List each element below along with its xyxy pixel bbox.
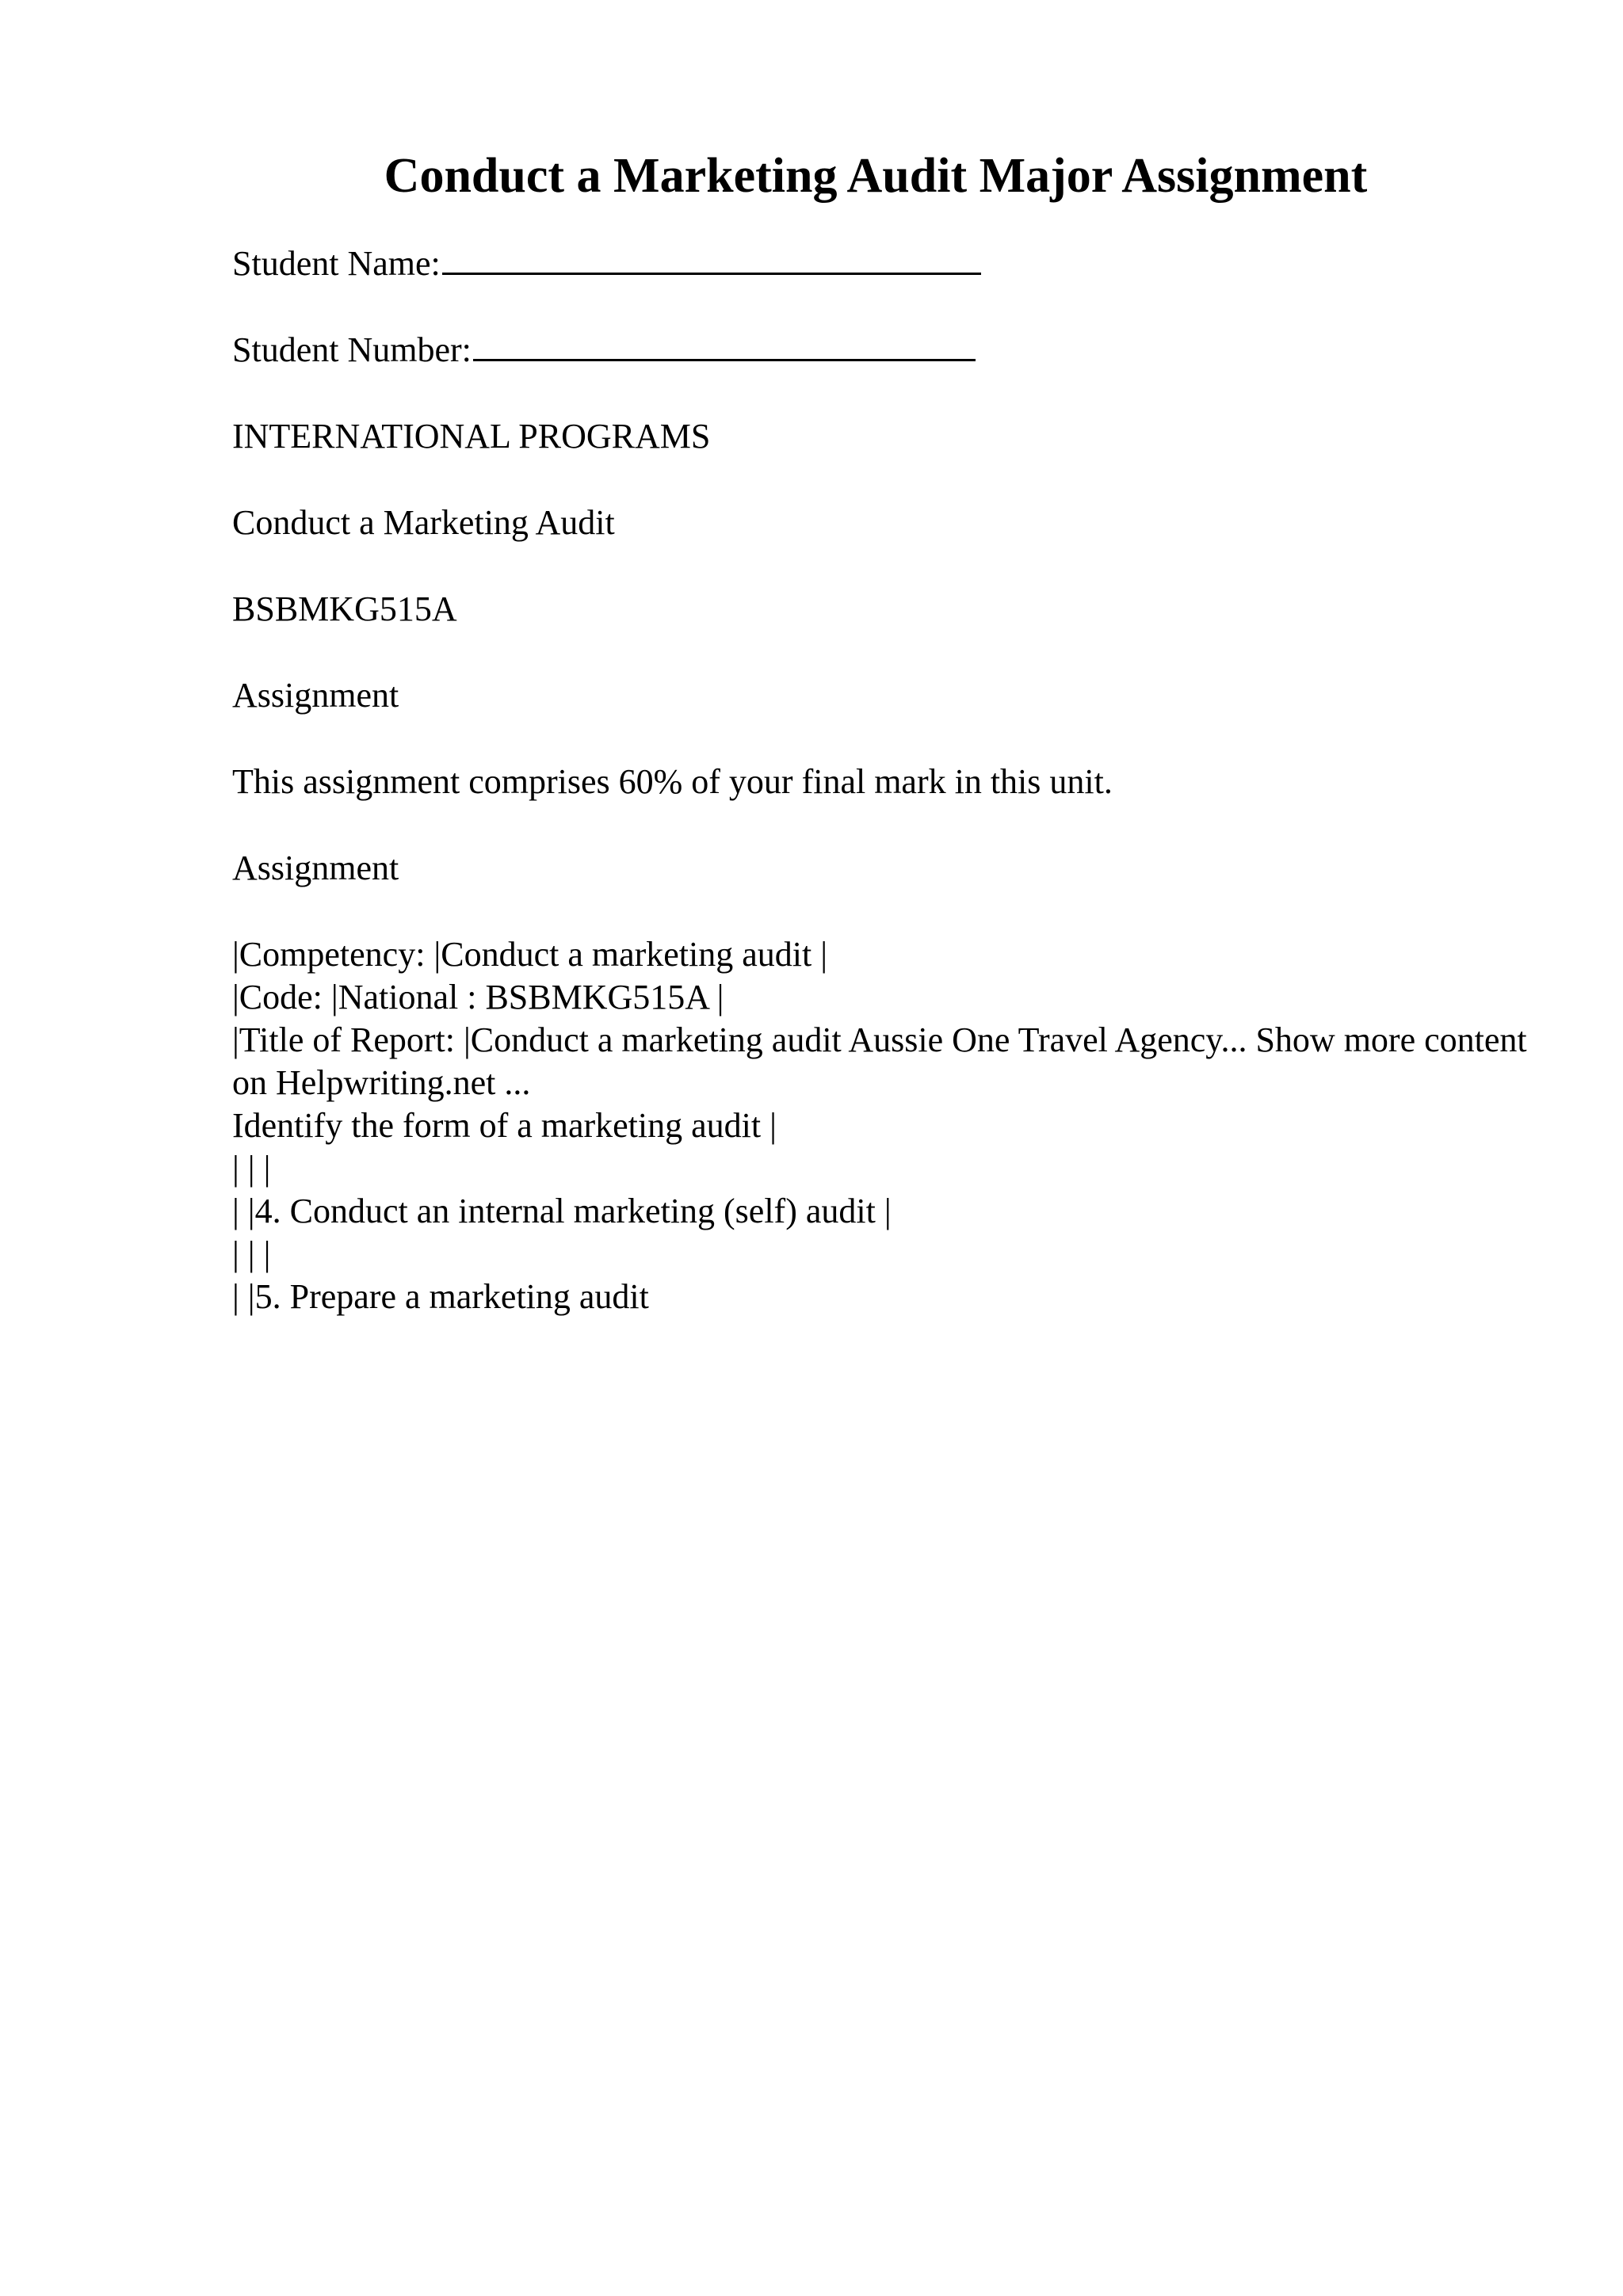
section-label-assignment: Assignment: [232, 676, 399, 715]
student-name-row: [232, 242, 1532, 285]
student-name-label: Student Name:: [232, 244, 441, 283]
weighting-statement: This assignment comprises 60% of your final mark in this unit.: [232, 762, 1113, 801]
section-label-assignment-2: Assignment: [232, 849, 399, 887]
student-number-blank: [473, 329, 976, 361]
student-number-row: [232, 329, 1532, 372]
table-line: |Code: |National : BSBMKG515A |: [232, 978, 724, 1016]
document-title: Conduct a Marketing Audit Major Assignment: [384, 149, 1368, 203]
table-line: | |4. Conduct an internal marketing (self) audit |: [232, 1192, 892, 1230]
table-line: | | |: [232, 1234, 271, 1273]
student-number-label: Student Number:: [232, 330, 472, 369]
unit-code: BSBMKG515A: [232, 589, 457, 628]
assignment-table-text: [232, 933, 1532, 1318]
table-line: | |5. Prepare a marketing audit: [232, 1277, 649, 1316]
student-name-blank: [442, 242, 981, 275]
table-line: |Title of Report: |Conduct a marketing audit Aussie One Travel Agency... Show more content on Helpwriting.net ...: [232, 1020, 1527, 1102]
unit-name: Conduct a Marketing Audit: [232, 503, 615, 542]
table-line: | | |: [232, 1149, 271, 1188]
table-line: |Competency: |Conduct a marketing audit |: [232, 935, 828, 974]
document-body: [232, 242, 1532, 1318]
table-line: Identify the form of a marketing audit |: [232, 1106, 777, 1145]
program-name: INTERNATIONAL PROGRAMS: [232, 417, 711, 456]
